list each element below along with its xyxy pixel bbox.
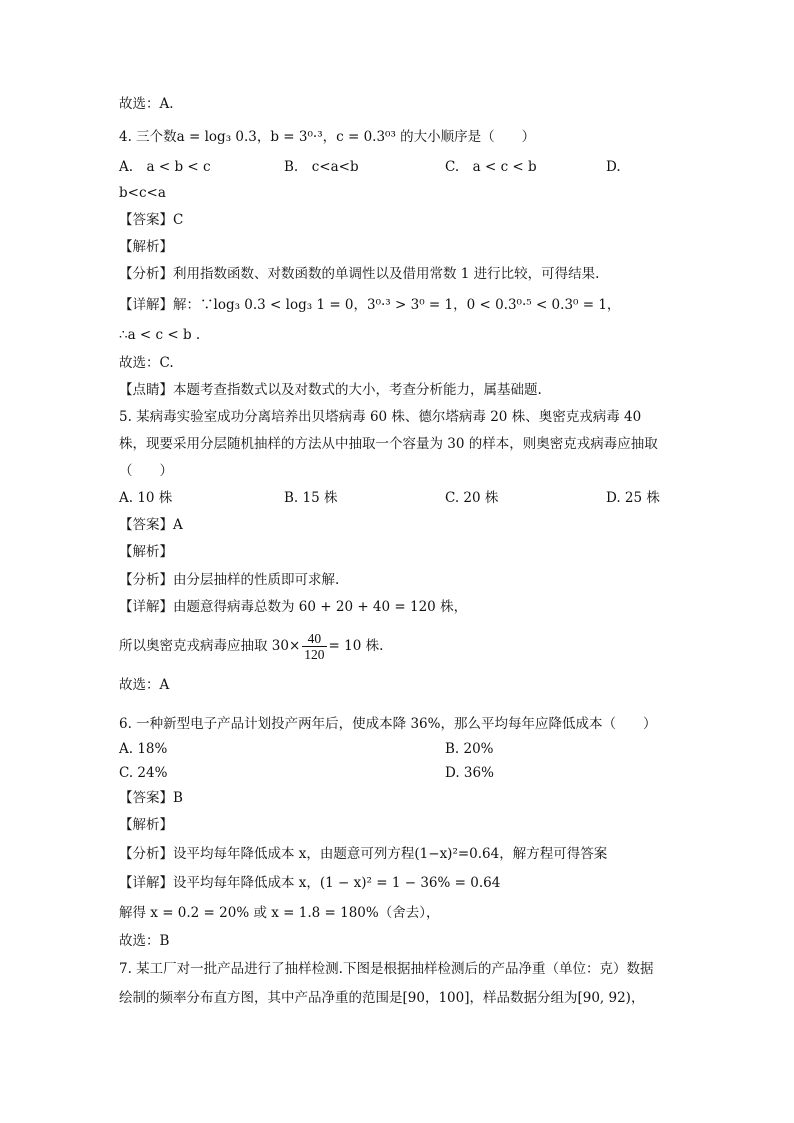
q4-fenxi: 【分析】利用指数函数、对数函数的单调性以及借用常数 1 进行比较，可得结果. (119, 266, 600, 282)
q6-analysis: 【解析】 (119, 817, 173, 833)
q5-fenxi: 【分析】由分层抽样的性质即可求解. (119, 572, 340, 588)
q6-xiangjie: 【详解】设平均每年降低成本 x，(1 − x)² = 1 − 36% = 0.64 (119, 875, 501, 891)
q4-option-d-cont: b<c<a (119, 185, 166, 201)
q4-choose: 故选：C. (119, 355, 174, 371)
question-7-stem-1: 7. 某工厂对一批产品进行了抽样检测.下图是根据抽样检测后的产品净重（单位：克）数据 (119, 961, 654, 977)
q6-option-a: A. 18% (119, 741, 168, 757)
q6-solve: 解得 x = 0.2 = 20% 或 x = 1.8 = 180%（舍去）， (119, 905, 440, 921)
q5-answer: 【答案】A (119, 517, 183, 533)
q4-option-b: B. c<a<b (284, 159, 359, 175)
q5-fraction-numerator: 40 (302, 631, 326, 647)
question-6-stem: 6. 一种新型电子产品计划投产两年后，使成本降 36%，那么平均每年应降低成本（ ） (119, 716, 657, 732)
q5-choose: 故选：A (119, 677, 170, 693)
q4-conclusion: ∴a < c < b . (119, 327, 201, 343)
text-line: 故选：A. (119, 96, 174, 112)
question-5-stem-2: 株，现要采用分层随机抽样的方法从中抽取一个容量为 30 的样本，则奥密克戎病毒应抽取 (119, 436, 658, 452)
question-5-stem-1: 5. 某病毒实验室成功分离培养出贝塔病毒 60 株、德尔塔病毒 20 株、奥密克戎病毒 40 (119, 409, 642, 425)
q5-fraction-denominator: 120 (304, 647, 325, 662)
q5-fraction (302, 631, 326, 662)
q5-option-d: D. 25 株 (606, 490, 660, 506)
q5-option-b: B. 15 株 (284, 490, 338, 506)
q5-calculation (119, 626, 383, 666)
q5-xiangjie: 【详解】由题意得病毒总数为 60 + 20 + 40 = 120 株， (119, 599, 468, 615)
question-4-stem: 4. 三个数a = log₃ 0.3，b = 3⁰·³，c = 0.3⁰³ 的大小顺序是（ ） (119, 129, 536, 145)
q5-calc-suffix: = 10 株. (328, 638, 384, 654)
q5-analysis: 【解析】 (119, 544, 173, 560)
q5-calc-prefix: 所以奥密克戎病毒应抽取 30× (119, 638, 301, 654)
q6-choose: 故选：B (119, 933, 170, 949)
q6-option-d: D. 36% (445, 765, 494, 781)
q4-dianjing: 【点睛】本题考查指数式以及对数式的大小，考查分析能力，属基础题. (119, 382, 542, 398)
q4-xiangjie: 【详解】解：∵log₃ 0.3 < log₃ 1 = 0，3⁰·³ > 3⁰ = 1，0 < 0.3⁰·⁵ < 0.3⁰ = 1， (119, 297, 621, 313)
q6-option-c: C. 24% (119, 765, 168, 781)
q5-option-c: C. 20 株 (445, 490, 499, 506)
q4-option-c: C. a < c < b (445, 159, 537, 175)
q6-option-b: B. 20% (445, 741, 494, 757)
q4-option-d: D. (606, 159, 621, 175)
question-7-stem-2: 绘制的频率分布直方图，其中产品净重的范围是[90，100]，样品数据分组为[90, 92)， (119, 990, 645, 1006)
q6-fenxi: 【分析】设平均每年降低成本 x，由题意可列方程(1−x)²=0.64，解方程可得答案 (119, 846, 608, 862)
q6-answer: 【答案】B (119, 790, 183, 806)
question-5-stem-3: （ ） (119, 463, 173, 479)
q5-option-a: A. 10 株 (119, 490, 173, 506)
q4-analysis: 【解析】 (119, 239, 173, 255)
q4-option-a: A. a < b < c (119, 159, 211, 175)
q4-answer: 【答案】C (119, 212, 184, 228)
